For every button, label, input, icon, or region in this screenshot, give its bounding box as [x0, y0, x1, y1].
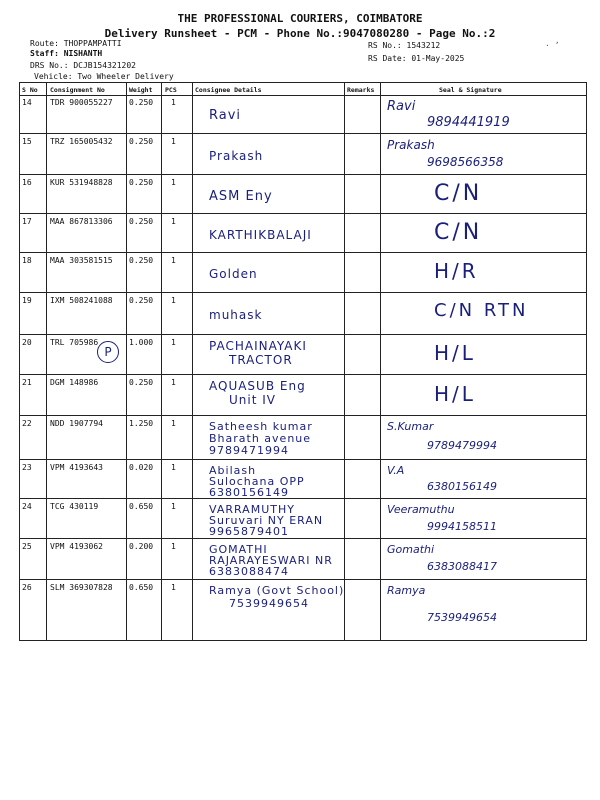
company-title: THE PROFESSIONAL COURIERS, COIMBATORE	[177, 12, 423, 25]
col-header-remarks: Remarks	[347, 86, 375, 94]
row-pcs: 1	[171, 463, 176, 472]
table-row	[19, 459, 587, 499]
row-weight: 1.250	[129, 419, 154, 428]
col-header-seal: Seal & Signature	[439, 86, 502, 94]
row-sno: 14	[22, 98, 32, 107]
signature-handwriting: 6383088417	[427, 560, 497, 573]
signature-handwriting: 7539949654	[427, 611, 497, 624]
signature-mark: C/N RTN	[434, 300, 529, 321]
route-label: Route: THOPPAMPATTI	[30, 39, 122, 48]
row-pcs: 1	[171, 217, 176, 226]
circled-p-mark: P	[97, 341, 119, 363]
row-pcs: 1	[171, 378, 176, 387]
row-consignment-no: MAA 303581515	[50, 256, 113, 265]
consignee-handwriting: Unit IV	[229, 393, 276, 407]
signature-handwriting: Ramya	[387, 584, 426, 597]
row-weight: 0.650	[129, 583, 154, 592]
row-weight: 0.250	[129, 98, 154, 107]
row-pcs: 1	[171, 338, 176, 347]
table-row	[19, 498, 587, 539]
signature-handwriting: 9789479994	[427, 439, 497, 452]
signature-mark: C/N	[434, 219, 483, 245]
row-consignment-no: VPM 4193062	[50, 542, 103, 551]
table-row	[19, 213, 587, 253]
consignee-handwriting: Abilash	[209, 464, 257, 477]
runsheet-table	[19, 82, 587, 640]
row-weight: 1.000	[129, 338, 154, 347]
table-row	[19, 374, 587, 416]
table-row	[19, 538, 587, 580]
table-border-top	[19, 82, 587, 83]
col-header-pcs: PCS	[165, 86, 177, 94]
row-consignment-no: DGM 148986	[50, 378, 99, 387]
row-consignment-no: SLM 369307828	[50, 583, 113, 592]
runsheet-title: Delivery Runsheet - PCM - Phone No.:9047080280 - Page No.:2	[104, 27, 496, 40]
consignee-handwriting: 7539949654	[229, 597, 309, 610]
row-sno: 23	[22, 463, 32, 472]
row-weight: 0.250	[129, 296, 154, 305]
consignee-handwriting: 6380156149	[209, 486, 289, 499]
table-row	[19, 174, 587, 214]
row-pcs: 1	[171, 98, 176, 107]
row-weight: 0.020	[129, 463, 154, 472]
consignee-handwriting: KARTHIKBALAJI	[209, 227, 312, 242]
signature-handwriting: Prakash	[387, 138, 435, 152]
signature-handwriting: 9698566358	[427, 155, 504, 169]
row-sno: 24	[22, 502, 32, 511]
drs-number: DRS No.: DCJB154321202	[30, 61, 136, 70]
signature-handwriting: Gomathi	[387, 543, 435, 556]
table-row	[19, 292, 587, 335]
signature-mark: C/N	[434, 180, 483, 206]
row-consignment-no: TCG 430119	[50, 502, 99, 511]
table-row	[19, 133, 587, 175]
row-weight: 0.250	[129, 217, 154, 226]
col-header-consignee: Consignee Details	[195, 86, 262, 94]
signature-mark: H/L	[434, 381, 476, 406]
consignee-handwriting: muhask	[209, 308, 263, 322]
row-consignment-no: TRZ 165005432	[50, 137, 113, 146]
consignee-handwriting: Bharath avenue	[209, 432, 312, 445]
row-sno: 22	[22, 419, 32, 428]
consignee-handwriting: PACHAINAYAKI	[209, 339, 307, 353]
signature-mark: H/L	[434, 341, 476, 365]
signature-handwriting: V.A	[387, 464, 405, 477]
consignee-handwriting: Suruvari NY ERAN	[209, 514, 324, 527]
row-sno: 25	[22, 542, 32, 551]
row-sno: 16	[22, 178, 32, 187]
row-sno: 21	[22, 378, 32, 387]
col-header-sno: S No	[22, 86, 38, 94]
row-pcs: 1	[171, 296, 176, 305]
row-consignment-no: TDR 900055227	[50, 98, 113, 107]
rs-number: RS No.: 1543212	[368, 41, 441, 50]
row-sno: 26	[22, 583, 32, 592]
stray-marks: · ʼ	[545, 41, 560, 50]
row-weight: 0.250	[129, 137, 154, 146]
row-consignment-no: KUR 531948828	[50, 178, 113, 187]
row-consignment-no: VPM 4193643	[50, 463, 103, 472]
row-sno: 17	[22, 217, 32, 226]
row-pcs: 1	[171, 502, 176, 511]
row-weight: 0.250	[129, 256, 154, 265]
consignee-handwriting: TRACTOR	[229, 353, 293, 367]
table-row	[19, 579, 587, 641]
col-header-consignment: Consignment No	[50, 86, 105, 94]
table-row	[19, 252, 587, 293]
consignee-handwriting: AQUASUB Eng	[209, 379, 306, 393]
consignee-handwriting: Ramya (Govt School)	[209, 584, 345, 597]
row-consignment-no: TRL 705986	[50, 338, 99, 347]
table-row	[19, 95, 587, 133]
table-row	[19, 415, 587, 460]
signature-handwriting: 9994158511	[427, 520, 497, 533]
row-pcs: 1	[171, 419, 176, 428]
row-consignment-no: IXM 508241088	[50, 296, 113, 305]
consignee-handwriting: Sulochana OPP	[209, 475, 305, 488]
signature-handwriting: 6380156149	[427, 480, 497, 493]
row-pcs: 1	[171, 137, 176, 146]
row-weight: 0.200	[129, 542, 154, 551]
row-consignment-no: NDD 1907794	[50, 419, 103, 428]
signature-handwriting: S.Kumar	[387, 420, 434, 433]
row-pcs: 1	[171, 583, 176, 592]
consignee-handwriting: Prakash	[209, 148, 264, 163]
consignee-handwriting: RAJARAYESWARI NR	[209, 554, 333, 567]
rs-date: RS Date: 01-May-2025	[368, 54, 465, 63]
consignee-handwriting: Golden	[209, 267, 258, 281]
row-weight: 0.650	[129, 502, 154, 511]
row-sno: 15	[22, 137, 32, 146]
consignee-handwriting: ASM Eny	[209, 188, 273, 204]
consignee-handwriting: GOMATHI	[209, 543, 268, 556]
signature-mark: H/R	[434, 259, 479, 283]
consignee-handwriting: 9789471994	[209, 444, 289, 457]
consignee-handwriting: Ravi	[209, 108, 242, 123]
row-weight: 0.250	[129, 178, 154, 187]
row-pcs: 1	[171, 178, 176, 187]
consignee-handwriting: 9965879401	[209, 525, 289, 538]
row-sno: 19	[22, 296, 32, 305]
signature-handwriting: Ravi	[387, 99, 416, 114]
table-row	[19, 334, 587, 375]
staff-label: Staff: NISHANTH	[30, 49, 103, 58]
row-pcs: 1	[171, 542, 176, 551]
row-weight: 0.250	[129, 378, 154, 387]
vehicle-label: Vehicle: Two Wheeler Delivery	[34, 72, 174, 81]
row-consignment-no: MAA 867813306	[50, 217, 113, 226]
col-header-weight: Weight	[129, 86, 153, 94]
row-pcs: 1	[171, 256, 176, 265]
row-sno: 18	[22, 256, 32, 265]
signature-handwriting: Veeramuthu	[387, 503, 455, 516]
consignee-handwriting: 6383088474	[209, 565, 289, 578]
consignee-handwriting: Satheesh kumar	[209, 420, 313, 433]
row-sno: 20	[22, 338, 32, 347]
consignee-handwriting: VARRAMUTHY	[209, 503, 295, 516]
signature-handwriting: 9894441919	[427, 115, 510, 130]
